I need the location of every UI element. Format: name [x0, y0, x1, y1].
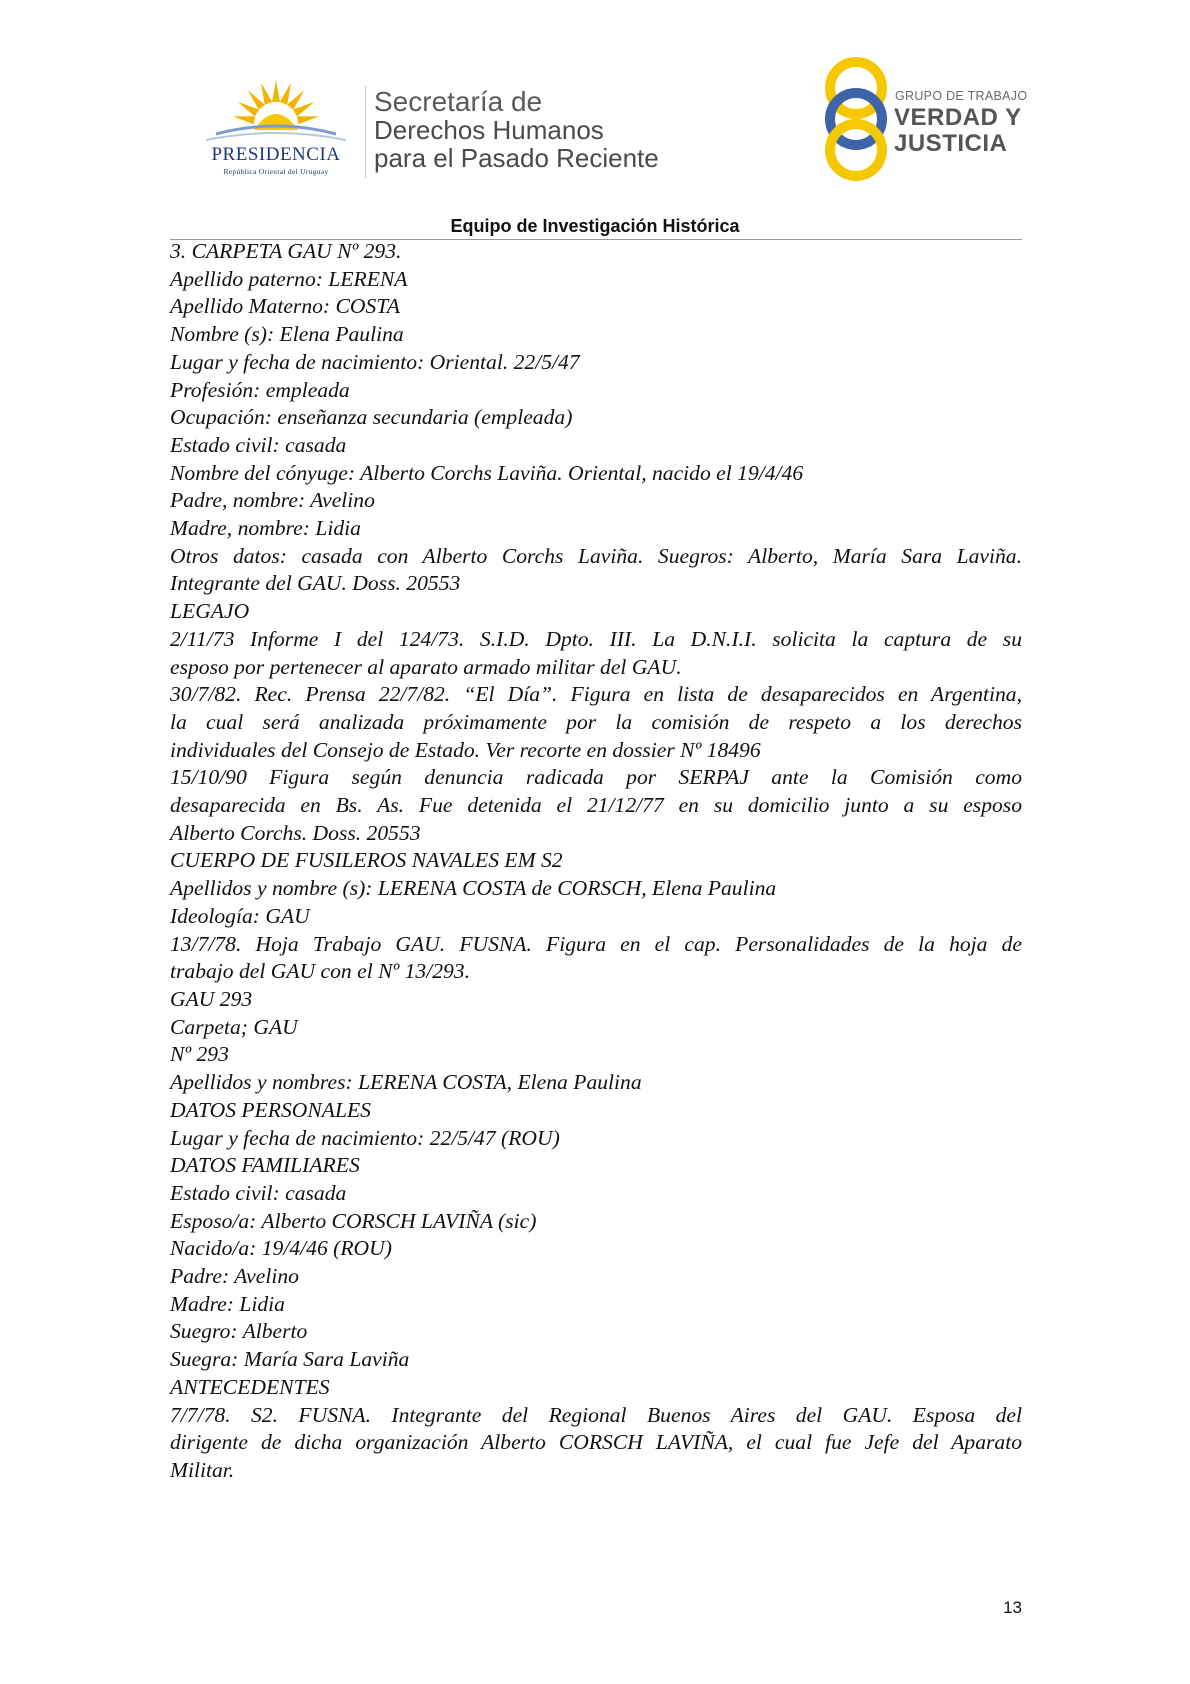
body-line: Nombre (s): Elena Paulina: [170, 322, 404, 347]
body-line: 30/7/82. Rec. Prensa 22/7/82. “El Día”. Figura en lista de desaparecidos en Argentina,: [170, 682, 1022, 707]
body-paragraph: [170, 681, 1022, 764]
verdad-label: VERDAD Y: [894, 104, 1022, 131]
body-line: Estado civil: casada: [170, 1180, 347, 1205]
secretaria-line-2: Derechos Humanos: [374, 115, 604, 145]
body-paragraph: [170, 1180, 1022, 1208]
body-line: Ideología: GAU: [170, 903, 310, 928]
body-paragraph: [170, 377, 1022, 405]
body-line: esposo por pertenecer al aparato armado militar del GAU.: [170, 654, 682, 679]
body-line: Suegro: Alberto: [170, 1319, 308, 1344]
body-line: trabajo del GAU con el Nº 13/293.: [170, 959, 470, 984]
body-paragraph: [170, 1263, 1022, 1291]
body-line: Nacido/a: 19/4/46 (ROU): [170, 1236, 392, 1261]
body-line: Otros datos: casada con Alberto Corchs Laviña. Suegros: Alberto, María Sara Laviña.: [170, 543, 1022, 568]
body-line: Lugar y fecha de nacimiento: 22/5/47 (ROU): [170, 1125, 560, 1150]
body-line: Apellido paterno: LERENA: [170, 266, 408, 291]
body-line: Nº 293: [170, 1042, 229, 1067]
body-line: 15/10/90 Figura según denuncia radicada por SERPAJ ante la Comisión como: [170, 765, 1022, 790]
document-body: [170, 238, 1022, 1485]
sun-emblem-icon: [196, 78, 356, 148]
team-title: Equipo de Investigación Histórica: [450, 216, 740, 236]
body-line: Apellido Materno: COSTA: [170, 294, 400, 319]
body-paragraph: [170, 1125, 1022, 1153]
body-paragraph: [170, 626, 1022, 681]
body-line: individuales del Consejo de Estado. Ver recorte en dossier Nº 18496: [170, 737, 761, 762]
body-paragraph: [170, 238, 1022, 266]
body-line: LEGAJO: [170, 599, 250, 624]
grupo-label: GRUPO DE TRABAJO: [895, 89, 1028, 103]
body-line: Integrante del GAU. Doss. 20553: [170, 571, 461, 596]
body-line: 2/11/73 Informe I del 124/73. S.I.D. Dpto. III. La D.N.I.I. solicita la captura de su: [170, 626, 1022, 651]
body-line: Carpeta; GAU: [170, 1014, 298, 1039]
body-line: Lugar y fecha de nacimiento: Oriental. 22/5/47: [170, 349, 580, 374]
presidencia-subtitle: República Oriental del Uruguay: [223, 167, 329, 176]
secretaria-title: [374, 88, 659, 172]
body-line: Apellidos y nombre (s): LERENA COSTA de CORSCH, Elena Paulina: [170, 876, 777, 901]
page-number: 13: [1003, 1598, 1022, 1617]
body-paragraph: [170, 487, 1022, 515]
presidencia-logo: [196, 78, 356, 182]
header-divider: [365, 86, 366, 178]
body-paragraph: [170, 1318, 1022, 1346]
body-line: GAU 293: [170, 986, 253, 1011]
body-line: CUERPO DE FUSILEROS NAVALES EM S2: [170, 848, 563, 873]
body-paragraph: [170, 543, 1022, 598]
body-line: ANTECEDENTES: [170, 1374, 330, 1399]
body-paragraph: [170, 1291, 1022, 1319]
body-line: Profesión: empleada: [170, 377, 350, 402]
body-line: DATOS FAMILIARES: [170, 1153, 360, 1178]
body-line: 13/7/78. Hoja Trabajo GAU. FUSNA. Figura en el cap. Personalidades de la hoja de: [170, 931, 1022, 956]
body-line: Madre, nombre: Lidia: [170, 516, 361, 541]
body-line: Madre: Lidia: [170, 1291, 285, 1316]
body-line: Padre: Avelino: [170, 1264, 299, 1289]
body-paragraph: [170, 266, 1022, 294]
presidencia-title: PRESIDENCIA: [211, 144, 341, 165]
body-paragraph: [170, 515, 1022, 543]
secretaria-line-1: Secretaría de: [374, 86, 543, 117]
body-paragraph: [170, 931, 1022, 986]
body-paragraph: [170, 1069, 1022, 1097]
body-paragraph: [170, 598, 1022, 626]
body-paragraph: [170, 1208, 1022, 1236]
secretaria-line-3: para el Pasado Reciente: [374, 143, 659, 173]
body-paragraph: [170, 1097, 1022, 1125]
body-line: Padre, nombre: Avelino: [170, 488, 375, 513]
body-line: Apellidos y nombres: LERENA COSTA, Elena Paulina: [170, 1070, 642, 1095]
body-line: 7/7/78. S2. FUSNA. Integrante del Regional Buenos Aires del GAU. Esposa del: [170, 1402, 1022, 1427]
body-line: Esposo/a: Alberto CORSCH LAVIÑA (sic): [170, 1208, 537, 1233]
body-paragraph: [170, 1374, 1022, 1402]
body-paragraph: [170, 1014, 1022, 1042]
body-line: Nombre del cónyuge: Alberto Corchs Laviña. Oriental, nacido el 19/4/46: [170, 460, 804, 485]
body-line: Militar.: [170, 1457, 235, 1482]
body-paragraph: [170, 1152, 1022, 1180]
body-line: Suegra: María Sara Laviña: [170, 1347, 410, 1372]
body-paragraph: [170, 321, 1022, 349]
body-paragraph: [170, 903, 1022, 931]
body-paragraph: [170, 875, 1022, 903]
body-paragraph: [170, 432, 1022, 460]
body-line: Alberto Corchs. Doss. 20553: [170, 820, 421, 845]
body-paragraph: [170, 1235, 1022, 1263]
body-line: 3. CARPETA GAU Nº 293.: [170, 239, 402, 263]
body-line: desaparecida en Bs. As. Fue detenida el 21/12/77 en su domicilio junto a su esposo: [170, 793, 1022, 818]
body-paragraph: [170, 1041, 1022, 1069]
body-paragraph: [170, 293, 1022, 321]
body-line: Ocupación: enseñanza secundaria (empleada): [170, 405, 573, 430]
body-paragraph: [170, 1346, 1022, 1374]
body-paragraph: [170, 404, 1022, 432]
body-line: DATOS PERSONALES: [170, 1097, 371, 1122]
body-line: Estado civil: casada: [170, 432, 347, 457]
body-paragraph: [170, 764, 1022, 847]
verdad-justicia-logo: [820, 56, 1030, 182]
body-paragraph: [170, 460, 1022, 488]
body-paragraph: [170, 349, 1022, 377]
body-line: dirigente de dicha organización Alberto CORSCH LAVIÑA, el cual fue Jefe del Aparato: [170, 1430, 1022, 1455]
body-paragraph: [170, 986, 1022, 1014]
rings-emblem-icon: [820, 56, 892, 182]
body-paragraph: [170, 847, 1022, 875]
body-line: la cual será analizada próximamente por la comisión de respeto a los derechos: [170, 709, 1022, 734]
justicia-label: JUSTICIA: [894, 130, 1008, 157]
body-paragraph: [170, 1402, 1022, 1485]
